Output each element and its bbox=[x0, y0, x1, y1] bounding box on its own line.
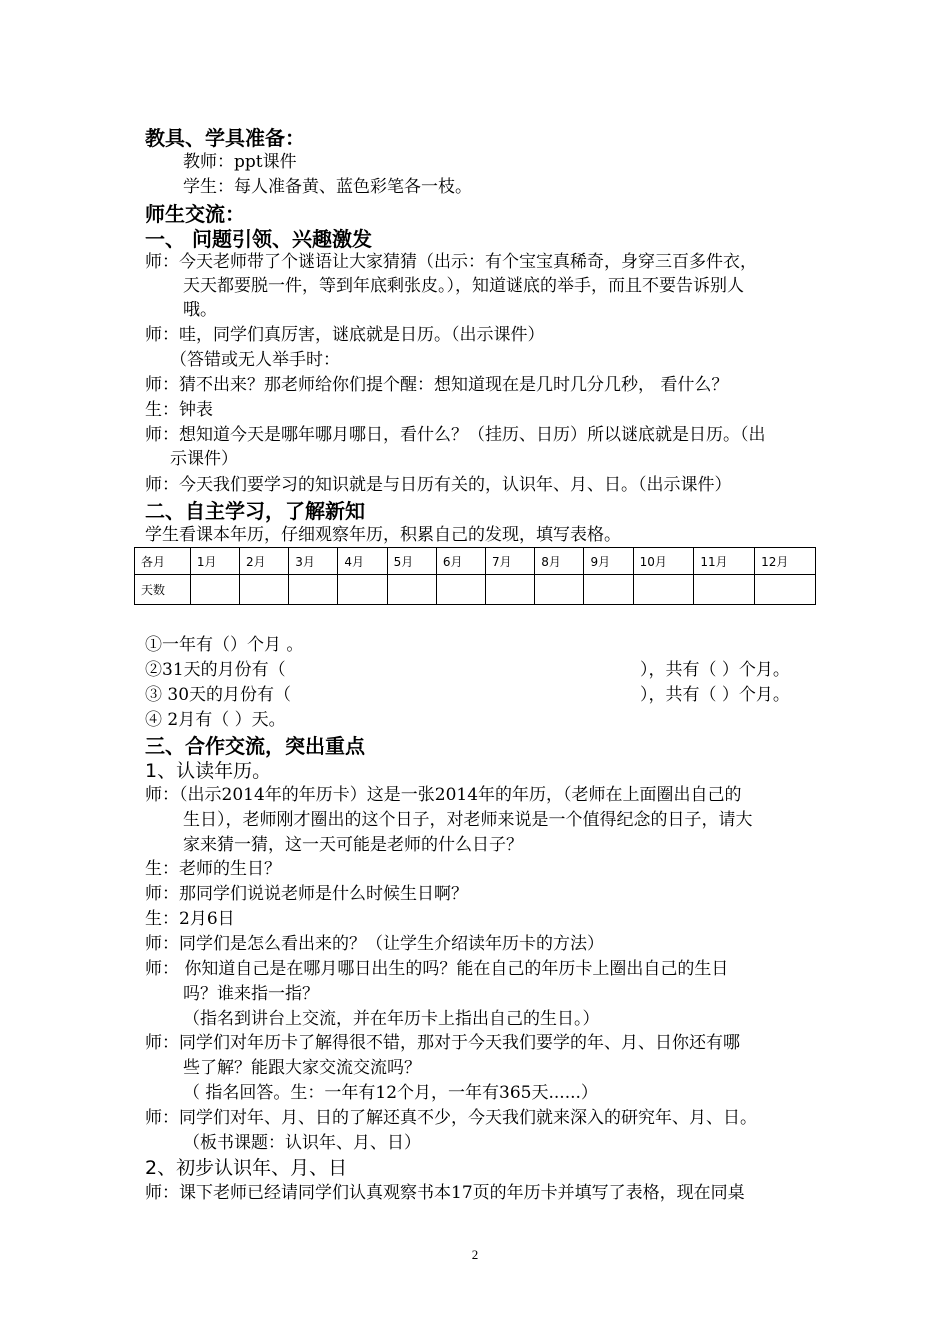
empty-cell[interactable] bbox=[755, 575, 816, 605]
s3-line-3: 家来猜一猜，这一天可能是老师的什么日子？ bbox=[183, 835, 523, 855]
prep-student: 学生：每人准备黄、蓝色彩笔各一枝。 bbox=[183, 177, 472, 197]
empty-cell[interactable] bbox=[387, 575, 436, 605]
table-cell: 2月 bbox=[240, 548, 289, 575]
section3-sub2: 2、初步认识年、月、日 bbox=[145, 1157, 348, 1179]
question-3-left: ③ 30天的月份有（ bbox=[145, 685, 292, 705]
exchange-title: 师生交流： bbox=[145, 202, 245, 226]
prep-teacher: 教师：ppt课件 bbox=[183, 152, 297, 172]
table-cell: 4月 bbox=[338, 548, 387, 575]
table-cell: 5月 bbox=[387, 548, 436, 575]
section3-title: 三、合作交流，突出重点 bbox=[145, 734, 365, 758]
s1-line-1: 师：今天老师带了个谜语让大家猜猜（出示：有个宝宝真稀奇，身穿三百多件衣， bbox=[145, 252, 757, 272]
s3-line-2: 生日），老师刚才圈出的这个日子，对老师来说是一个值得纪念的日子，请大 bbox=[183, 810, 753, 830]
table-cell: 天数 bbox=[135, 575, 191, 605]
empty-cell[interactable] bbox=[240, 575, 289, 605]
question-4: ④ 2月有（ ）天。 bbox=[145, 710, 286, 730]
empty-cell[interactable] bbox=[535, 575, 584, 605]
s3-line-6: 生：2月6日 bbox=[145, 909, 235, 929]
s3-last-line: 师：课下老师已经请同学们认真观察书本17页的年历卡并填写了表格，现在同桌 bbox=[145, 1183, 745, 1203]
table-cell: 3月 bbox=[289, 548, 338, 575]
question-1: ①一年有（）个月 。 bbox=[145, 635, 304, 655]
section2-intro: 学生看课本年历，仔细观察年历，积累自己的发现，填写表格。 bbox=[145, 525, 621, 545]
empty-cell[interactable] bbox=[338, 575, 387, 605]
section3-sub1: 1、认读年历。 bbox=[145, 760, 272, 782]
page-number: 2 bbox=[471, 1247, 479, 1262]
s1-line-3: 哦。 bbox=[183, 300, 217, 320]
question-2-left: ②31天的月份有（ bbox=[145, 660, 286, 680]
s3-line-8: 师： 你知道自己是在哪月哪日出生的吗？能在自己的年历卡上圈出自己的生日 bbox=[145, 959, 729, 979]
empty-cell[interactable] bbox=[486, 575, 535, 605]
table-cell: 9月 bbox=[584, 548, 633, 575]
s3-line-13: （ 指名回答。生：一年有12个月，一年有365天......） bbox=[183, 1083, 598, 1103]
section1-title: 一、 问题引领、兴趣激发 bbox=[145, 227, 372, 251]
table-row bbox=[135, 575, 816, 605]
question-3-right: ），共有（ ）个月。 bbox=[640, 685, 790, 705]
table-cell: 11月 bbox=[694, 548, 755, 575]
s1-line-6: 师：猜不出来？那老师给你们提个醒：想知道现在是几时几分几秒， 看什么？ bbox=[145, 375, 729, 395]
s1-line-10: 师：今天我们要学习的知识就是与日历有关的，认识年、月、日。（出示课件） bbox=[145, 475, 732, 495]
s1-line-9: 示课件） bbox=[170, 449, 238, 469]
s1-line-4: 师：哇，同学们真厉害，谜底就是日历。（出示课件） bbox=[145, 325, 545, 345]
s3-line-11: 师：同学们对年历卡了解得很不错，那对于今天我们要学的年、月、日你还有哪 bbox=[145, 1033, 740, 1053]
s1-line-5: （答错或无人举手时： bbox=[170, 350, 340, 370]
s3-line-5: 师：那同学们说说老师是什么时候生日啊？ bbox=[145, 884, 468, 904]
empty-cell[interactable] bbox=[436, 575, 485, 605]
empty-cell[interactable] bbox=[190, 575, 239, 605]
table-row bbox=[135, 548, 816, 575]
s1-line-8: 师：想知道今天是哪年哪月哪日，看什么？（挂历、日历）所以谜底就是日历。（出 bbox=[145, 425, 766, 445]
table-cell: 各月 bbox=[135, 548, 191, 575]
table-cell: 12月 bbox=[755, 548, 816, 575]
s3-line-15: （板书课题：认识年、月、日） bbox=[183, 1133, 421, 1153]
s3-line-9: 吗？谁来指一指？ bbox=[183, 984, 319, 1004]
table-cell: 6月 bbox=[436, 548, 485, 575]
table-cell: 10月 bbox=[633, 548, 694, 575]
empty-cell[interactable] bbox=[584, 575, 633, 605]
prep-title: 教具、学具准备： bbox=[145, 126, 305, 150]
empty-cell[interactable] bbox=[289, 575, 338, 605]
s3-line-14: 师：同学们对年、月、日的了解还真不少，今天我们就来深入的研究年、月、日。 bbox=[145, 1108, 757, 1128]
table-cell: 8月 bbox=[535, 548, 584, 575]
table-cell: 1月 bbox=[190, 548, 239, 575]
table-cell: 7月 bbox=[486, 548, 535, 575]
s3-line-12: 些了解？能跟大家交流交流吗？ bbox=[183, 1058, 421, 1078]
s1-line-7: 生：钟表 bbox=[145, 400, 213, 420]
s3-line-1: 师：（出示2014年的年历卡）这是一张2014年的年历，（老师在上面圈出自己的 bbox=[145, 785, 742, 805]
month-days-table bbox=[134, 547, 816, 605]
s3-line-4: 生：老师的生日？ bbox=[145, 859, 281, 879]
empty-cell[interactable] bbox=[694, 575, 755, 605]
s3-line-10: （指名到讲台上交流，并在年历卡上指出自己的生日。） bbox=[183, 1009, 600, 1029]
s3-line-7: 师：同学们是怎么看出来的？（让学生介绍读年历卡的方法） bbox=[145, 934, 604, 954]
question-2-right: ），共有（ ）个月。 bbox=[640, 660, 790, 680]
s1-line-2: 天天都要脱一件，等到年底剩张皮。），知道谜底的举手，而且不要告诉别人 bbox=[183, 276, 744, 296]
section2-title: 二、自主学习，了解新知 bbox=[145, 499, 365, 523]
empty-cell[interactable] bbox=[633, 575, 694, 605]
